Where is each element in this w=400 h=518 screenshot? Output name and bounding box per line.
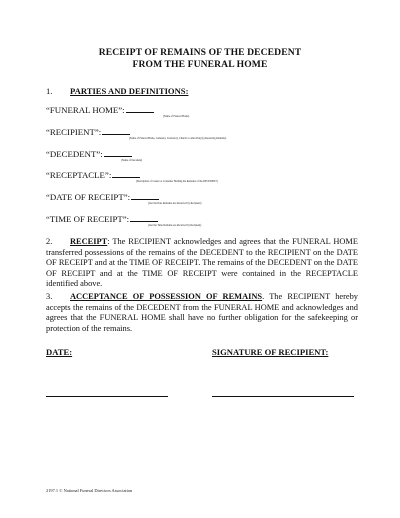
field-receptacle xyxy=(46,169,218,183)
field-note: (Name of Funeral Home) xyxy=(163,115,190,118)
signature-line[interactable] xyxy=(212,396,354,397)
section3-number: 3. xyxy=(46,292,53,301)
document-title-line2: FROM THE FUNERAL HOME xyxy=(132,59,268,70)
section1-heading xyxy=(46,86,188,96)
date-label: DATE: xyxy=(46,347,73,357)
field-label: “TIME OF RECEIPT”: xyxy=(46,214,130,224)
section2-number: 2. xyxy=(46,237,53,246)
field-time-of-receipt xyxy=(46,213,202,227)
date-line[interactable] xyxy=(46,396,168,397)
field-label: “RECIPIENT”: xyxy=(46,127,102,137)
field-date-of-receipt xyxy=(46,191,202,205)
decedent-blank[interactable] xyxy=(104,148,132,157)
section2-text: : The RECIPIENT acknowledges and agrees that the FUNERAL HOME transferred possessions of the remains of the DECEDENT to the RECIPIENT on the DATE OF RECEIPT and at the TIME OF RECEIPT. The remains of the DECEDENT on the DATE OF RECEIPT and at the TIME OF RECEIPT were contained in the RECEPTACLE identified above. xyxy=(46,237,358,289)
field-decedent xyxy=(46,148,143,162)
section3-heading: ACCEPTANCE OF POSSESSION OF REMAINS xyxy=(70,292,263,301)
field-label: “RECEPTACLE”: xyxy=(46,170,112,180)
field-label: “DECEDENT”: xyxy=(46,149,103,159)
field-label: “DATE OF RECEIPT”: xyxy=(46,192,131,202)
section1-number: 1. xyxy=(46,86,53,96)
section3-text: . The RECIPIENT hereby accepts the remains of the DECEDENT from the FUNERAL HOME and acknowledges and agrees that the FUNERAL HOME shall have no further obligation for the safekeeping or protection of the remains. xyxy=(46,292,358,333)
section3-paragraph xyxy=(46,292,358,334)
field-note: (Name of Decedent) xyxy=(121,159,143,162)
footer-copyright: 2197.1 © National Funeral Directors Association xyxy=(46,488,133,493)
signature-label: SIGNATURE OF RECIPIENT: xyxy=(212,347,329,357)
field-funeral-home xyxy=(46,104,190,118)
date-of-receipt-blank[interactable] xyxy=(131,191,159,200)
recipient-blank[interactable] xyxy=(102,126,130,135)
field-note: (List the Date Remains Are Received by Recipient) xyxy=(148,202,202,205)
field-note: (Name of Funeral Home, Cemetery, Crematory, Church or other Party(s) Receiving Remains) xyxy=(129,137,227,140)
field-note: (Description of Casket or Container Holding the Remains of the DECEDENT) xyxy=(136,180,218,183)
section2-heading: RECEIPT xyxy=(70,237,108,246)
section2-paragraph xyxy=(46,237,358,290)
document-title-line1: RECEIPT OF REMAINS OF THE DECEDENT xyxy=(98,47,302,58)
funeral-home-blank[interactable] xyxy=(126,104,154,113)
time-of-receipt-blank[interactable] xyxy=(130,213,158,222)
receptacle-blank[interactable] xyxy=(112,169,140,178)
field-label: “FUNERAL HOME”: xyxy=(46,105,125,115)
field-note: (List the Time Remains are Received by Recipient) xyxy=(148,224,202,227)
section1-title: PARTIES AND DEFINITIONS: xyxy=(70,86,189,96)
field-recipient xyxy=(46,126,227,140)
